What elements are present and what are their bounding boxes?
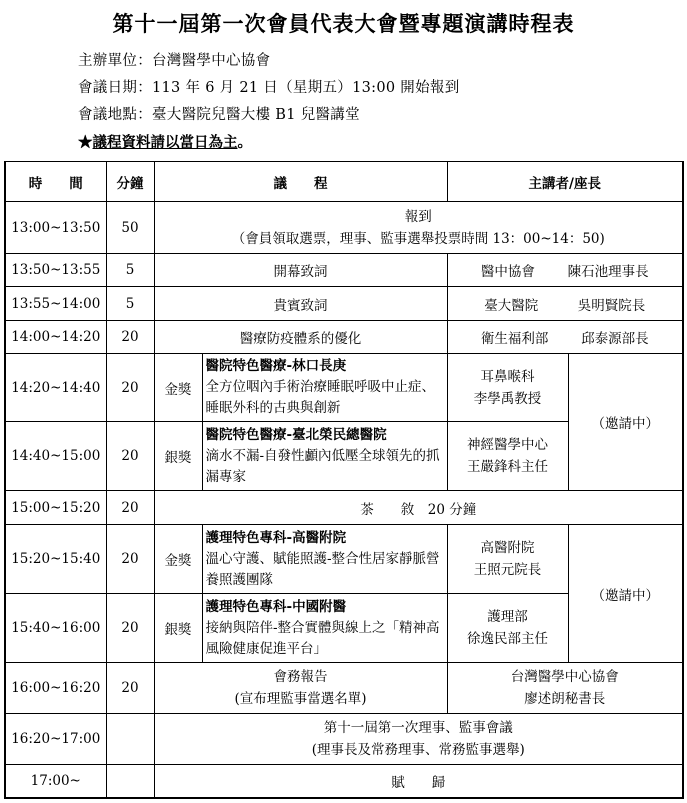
speaker-dept: 神經醫學中心: [467, 437, 548, 453]
award-cell: 金獎: [154, 354, 202, 422]
table-row: [5, 765, 683, 798]
agenda-cell: [154, 663, 447, 714]
minutes-cell: 20: [106, 321, 154, 354]
time-cell: 15:20~15:40: [5, 525, 106, 594]
agenda-subtext: (宣布理監事當選名單): [234, 691, 367, 707]
speaker-org: 衛生福利部: [480, 331, 549, 347]
speaker-dept: 護理部: [487, 609, 528, 625]
chair-cell: （邀請中）: [568, 354, 683, 491]
organizer-line: 主辦單位：台灣醫學中心協會: [78, 53, 271, 69]
agenda-title: 會務報告: [273, 669, 328, 685]
minutes-cell: 5: [106, 254, 154, 287]
time-cell: 15:40~16:00: [5, 594, 106, 663]
speaker-cell: [447, 321, 683, 354]
table-row: [5, 491, 683, 525]
note-text: 議程資料請以當日為主: [92, 134, 238, 151]
date-line: 會議日期：113 年 6 月 21 日（星期五）13:00 開始報到: [78, 80, 460, 96]
table-row: [5, 254, 683, 287]
speaker-dept: 高醫附院: [480, 540, 535, 556]
speaker-name: 徐逸民部主任: [467, 631, 548, 647]
table-row: [5, 287, 683, 321]
agenda-cell: 茶 敘 20 分鐘: [154, 491, 683, 525]
award-cell: 銀獎: [154, 594, 202, 663]
table-row: [5, 663, 683, 714]
header-speaker: 主講者/座長: [447, 162, 683, 202]
header-agenda: 議 程: [154, 162, 447, 202]
minutes-cell: 5: [106, 287, 154, 321]
table-header-row: [5, 162, 683, 202]
table-row: [5, 321, 683, 354]
speaker-cell: [447, 525, 568, 594]
minutes-cell: 20: [106, 663, 154, 714]
speaker-name: 廖述朗秘書長: [524, 691, 606, 707]
page-title: 第十一屆第一次會員代表大會暨專題演講時程表: [112, 11, 575, 36]
time-cell: 14:40~15:00: [5, 422, 106, 491]
speaker-name: 陳石池理事長: [567, 264, 649, 280]
speaker-name: 王照元院長: [473, 562, 542, 578]
minutes-cell: 20: [106, 491, 154, 525]
note-suffix: 。: [237, 134, 252, 151]
chair-cell: （邀請中）: [568, 525, 683, 663]
time-cell: 15:00~15:20: [5, 491, 106, 525]
speaker-name: 李學禹教授: [473, 390, 542, 407]
speaker-cell: [447, 287, 683, 321]
agenda-subtitle: 醫院特色醫療-臺北榮民總醫院: [205, 426, 387, 443]
table-row: [5, 354, 683, 422]
minutes-cell: [106, 765, 154, 798]
speaker-cell: [447, 254, 683, 287]
speaker-cell: [447, 422, 568, 491]
time-cell: 13:50~13:55: [5, 254, 106, 287]
time-cell: 17:00~: [5, 765, 106, 798]
award-cell: 金獎: [154, 525, 202, 594]
award-cell: 銀獎: [154, 422, 202, 491]
agenda-cell: [202, 354, 447, 422]
speaker-dept: 耳鼻喉科: [480, 368, 535, 385]
speaker-cell: [447, 594, 568, 663]
agenda-cell: [154, 202, 683, 254]
agenda-cell: [202, 594, 447, 663]
agenda-subtitle: 護理特色專科-中國附醫: [205, 598, 347, 615]
agenda-cell: 開幕致詞: [154, 254, 447, 287]
time-cell: 13:55~14:00: [5, 287, 106, 321]
speaker-name: 王嚴鋒科主任: [467, 459, 548, 475]
agenda-cell: [202, 422, 447, 491]
agenda-cell: [202, 525, 447, 594]
agenda-subtitle: 醫院特色醫療-林口長庚: [205, 358, 347, 374]
time-cell: 16:00~16:20: [5, 663, 106, 714]
location-line: 會議地點：臺大醫院兒醫大樓 B1 兒醫講堂: [78, 107, 360, 123]
agenda-subtext: （會員領取選票，理事、監事選舉投票時間 13：00~14：50): [231, 230, 605, 247]
speaker-cell: [447, 354, 568, 422]
speaker-name: 吳明賢院長: [577, 297, 646, 314]
speaker-org: 醫中協會: [480, 264, 535, 280]
speaker-org: 台灣醫學中心協會: [510, 669, 619, 685]
table-row: [5, 202, 683, 254]
agenda-title: 第十一屆第一次理事、監事會議: [323, 720, 513, 736]
agenda-cell: [154, 714, 683, 765]
agenda-description: 接納與陪伴-整合實體與線上之「精神高風險健康促進平台」: [205, 619, 440, 657]
time-cell: 14:00~14:20: [5, 321, 106, 354]
agenda-cell: 醫療防疫體系的優化: [154, 321, 447, 354]
agenda-description: 全方位咽內手術治療睡眠呼吸中止症、睡眠外科的古典與創新: [205, 379, 435, 416]
minutes-cell: 20: [106, 525, 154, 594]
agenda-cell: 貴賓致詞: [154, 287, 447, 321]
minutes-cell: 20: [106, 354, 154, 422]
speaker-cell: [447, 663, 683, 714]
speaker-name: 邱泰源部長: [581, 331, 649, 347]
time-cell: 14:20~14:40: [5, 354, 106, 422]
header-time: 時 間: [5, 162, 106, 202]
minutes-cell: 50: [106, 202, 154, 254]
table-row: [5, 714, 683, 765]
note-line: [78, 131, 252, 152]
table-row: [5, 525, 683, 594]
minutes-cell: 20: [106, 422, 154, 491]
header-minutes: 分鐘: [106, 162, 154, 202]
agenda-description: 溫心守護、賦能照護-整合性居家靜脈營養照護團隊: [205, 550, 440, 588]
schedule-table: [4, 161, 684, 799]
star-icon: ★: [78, 134, 93, 151]
agenda-title: 報到: [404, 208, 432, 225]
time-cell: 13:00~13:50: [5, 202, 106, 254]
time-cell: 16:20~17:00: [5, 714, 106, 765]
agenda-cell: 賦 歸: [154, 765, 683, 798]
agenda-subtitle: 護理特色專科-高醫附院: [205, 529, 347, 546]
agenda-description: 滴水不漏-自發性顱內低壓全球領先的抓漏專家: [205, 447, 440, 485]
minutes-cell: [106, 714, 154, 765]
minutes-cell: 20: [106, 594, 154, 663]
speaker-org: 臺大醫院: [484, 297, 539, 314]
agenda-subtext: (理事長及常務理事、常務監事選舉): [311, 742, 525, 758]
